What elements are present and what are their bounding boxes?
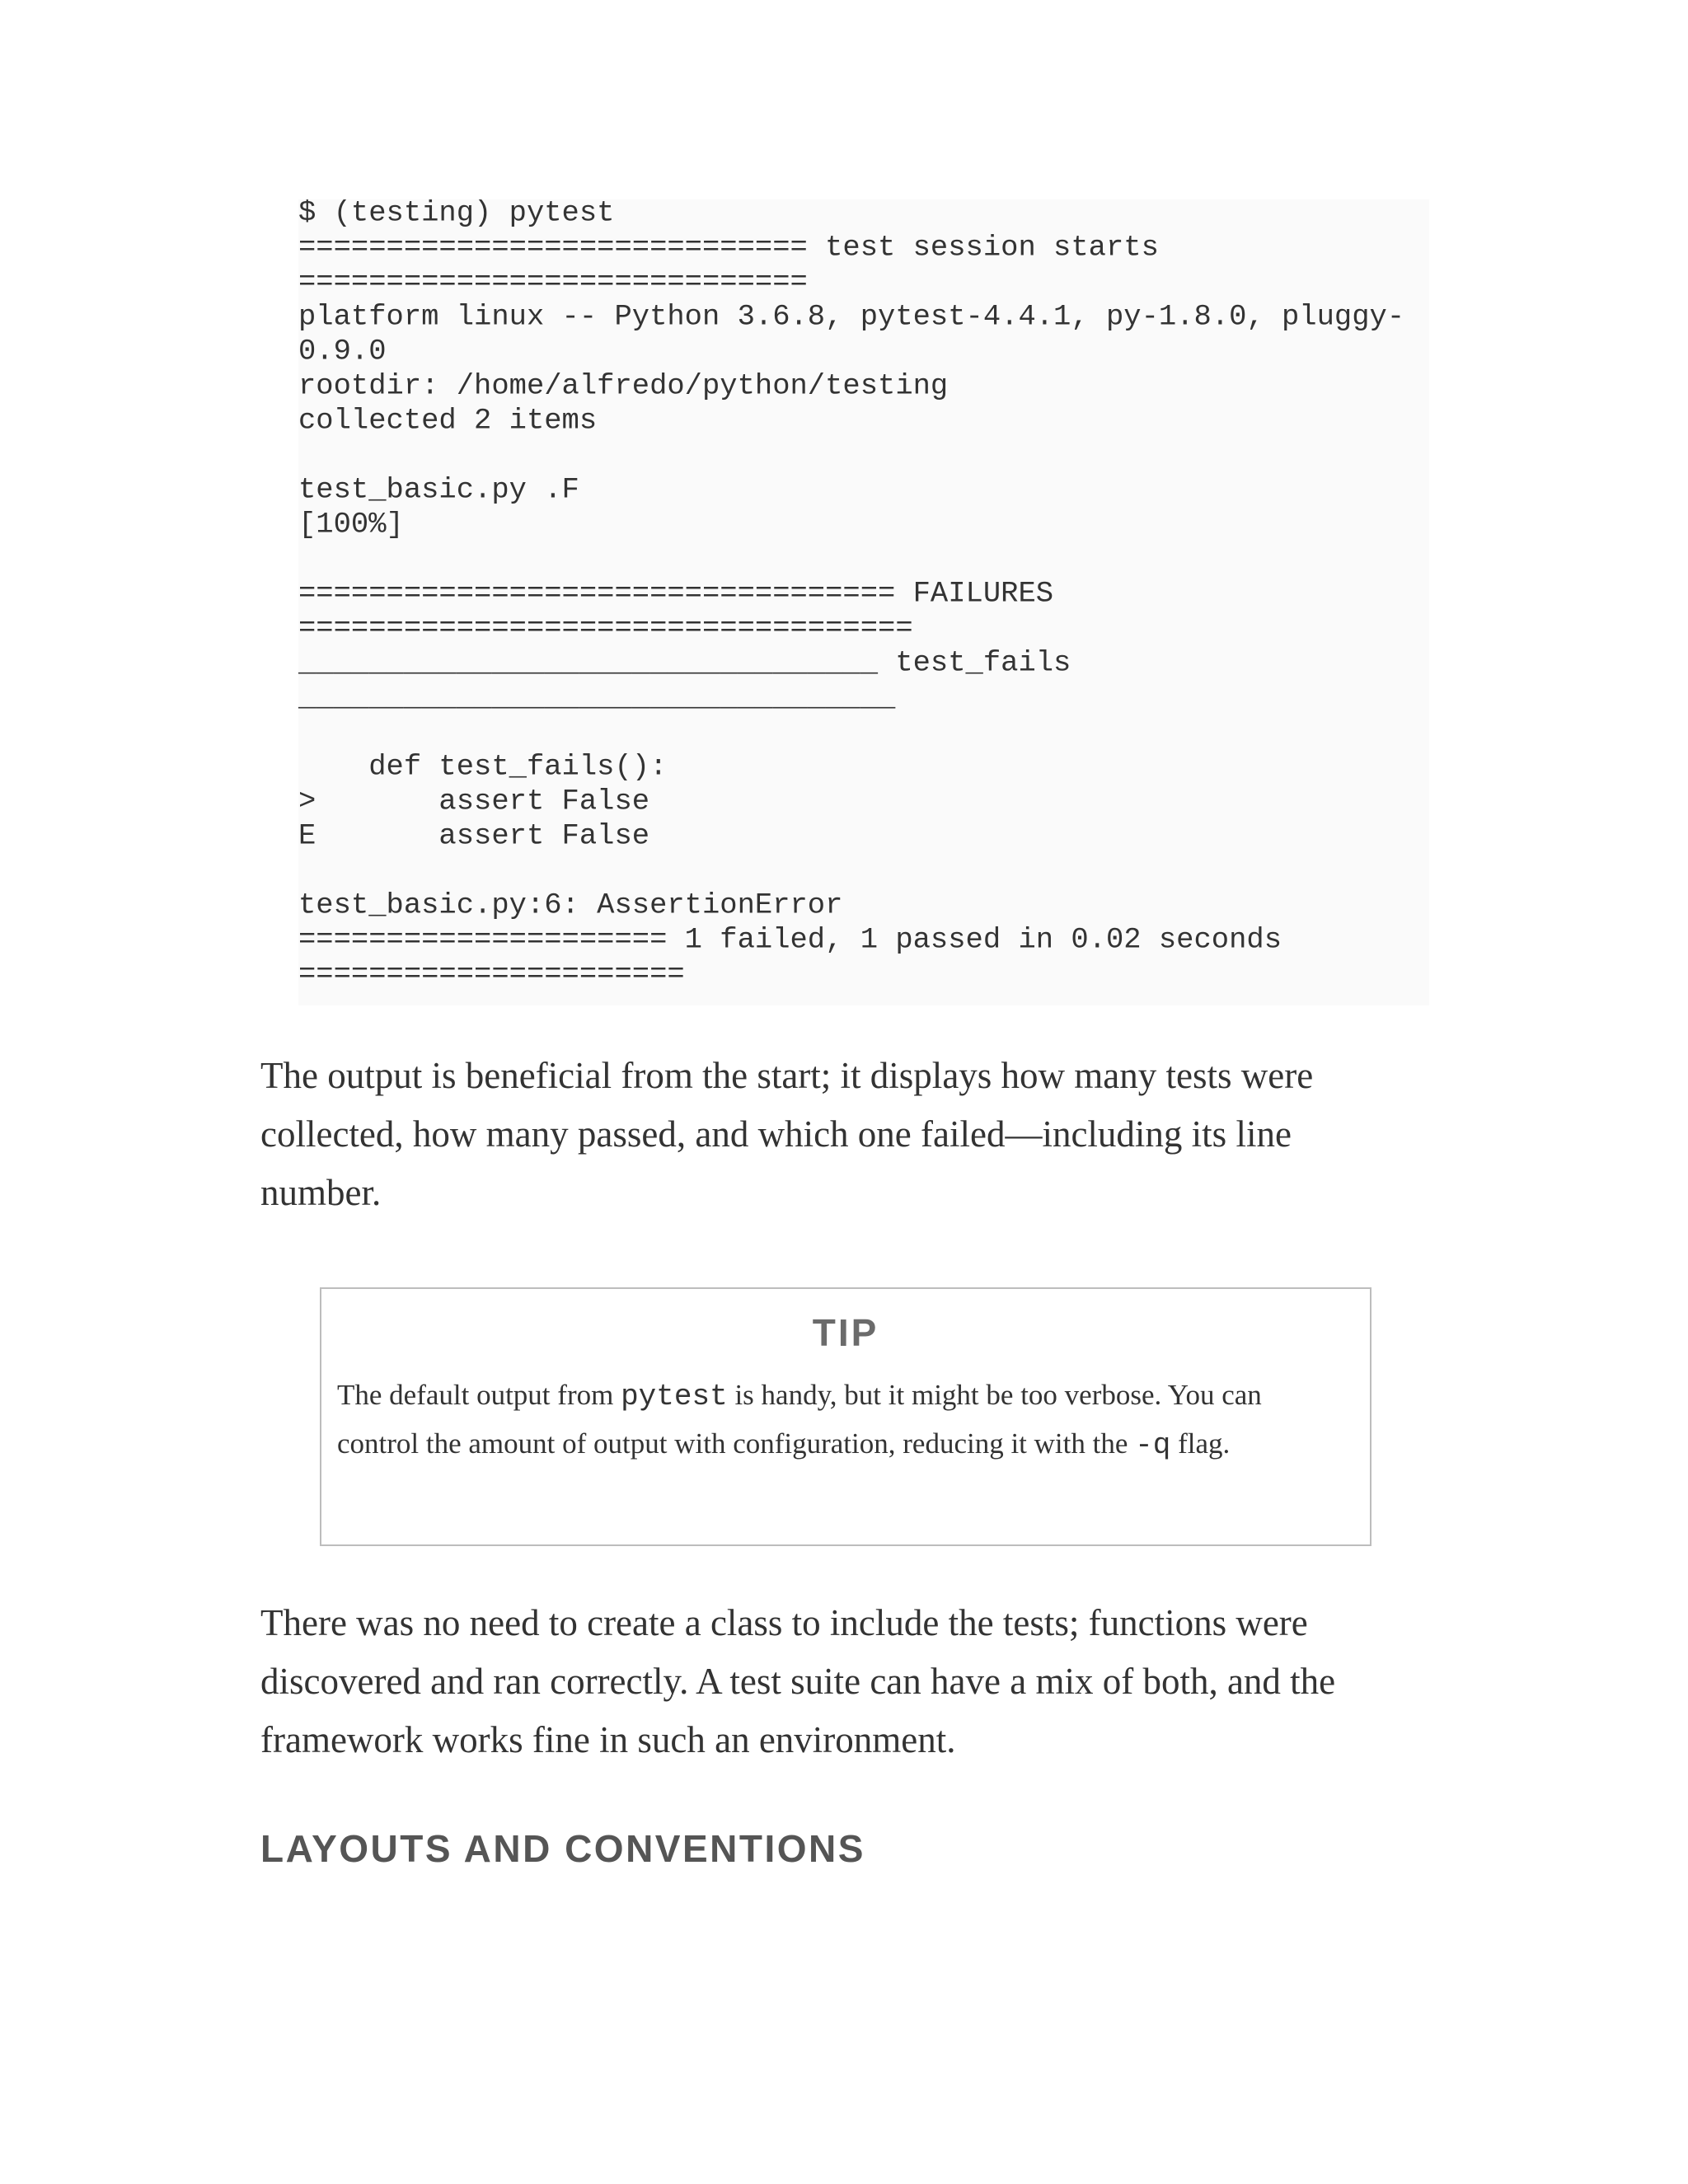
code-line: def test_fails(): xyxy=(298,749,668,784)
body-paragraph-functions xyxy=(260,1594,1431,1769)
code-line: E assert False xyxy=(298,818,650,853)
tip-text: The default output from xyxy=(337,1379,621,1411)
code-line: _________________________________ test_fails xyxy=(298,645,1071,680)
code-line: =================================== xyxy=(298,611,913,645)
paragraph-line: number. xyxy=(260,1172,382,1213)
paragraph-line: discovered and ran correctly. A test suite can have a mix of both, and the xyxy=(260,1661,1336,1702)
tip-text: is handy, but it might be too verbose. You can xyxy=(727,1379,1262,1411)
code-line: __________________________________ xyxy=(298,680,896,715)
code-line: $ (testing) pytest xyxy=(298,195,615,230)
inline-code-pytest: pytest xyxy=(621,1380,728,1413)
code-line: 0.9.0 xyxy=(298,334,387,368)
tip-text: flag. xyxy=(1170,1427,1231,1460)
section-heading: LAYOUTS AND CONVENTIONS xyxy=(260,1827,865,1870)
paragraph-line: collected, how many passed, and which one failed—including its line xyxy=(260,1113,1292,1155)
code-line: ====================== xyxy=(298,957,685,991)
code-line: ============================= xyxy=(298,265,808,299)
inline-code-q-flag: -q xyxy=(1135,1428,1171,1462)
tip-body xyxy=(337,1371,1359,1469)
paragraph-line: The output is beneficial from the start; it displays how many tests were xyxy=(260,1055,1314,1096)
tip-line xyxy=(337,1371,1359,1420)
tip-line xyxy=(337,1420,1359,1469)
terminal-output-block xyxy=(298,195,1429,1005)
code-line: test_basic.py:6: AssertionError xyxy=(298,888,843,922)
code-line: collected 2 items xyxy=(298,403,598,438)
code-line: ================================== FAILURES xyxy=(298,576,1054,611)
code-line: > assert False xyxy=(298,784,650,818)
tip-title: TIP xyxy=(812,1311,879,1354)
paragraph-line: framework works fine in such an environment. xyxy=(260,1719,956,1760)
tip-text: control the amount of output with configuration, reducing it with the xyxy=(337,1427,1136,1460)
paragraph-line: There was no need to create a class to include the tests; functions were xyxy=(260,1602,1308,1643)
code-line: rootdir: /home/alfredo/python/testing xyxy=(298,368,949,403)
body-paragraph-output xyxy=(260,1047,1431,1222)
code-line: ============================= test session starts xyxy=(298,230,1159,265)
tip-callout-box xyxy=(320,1287,1372,1546)
code-line: platform linux -- Python 3.6.8, pytest-4.4.1, py-1.8.0, pluggy- xyxy=(298,299,1405,334)
code-line: ===================== 1 failed, 1 passed in 0.02 seconds xyxy=(298,922,1282,957)
code-line: test_basic.py .F xyxy=(298,472,579,507)
code-line: [100%] xyxy=(298,507,404,541)
